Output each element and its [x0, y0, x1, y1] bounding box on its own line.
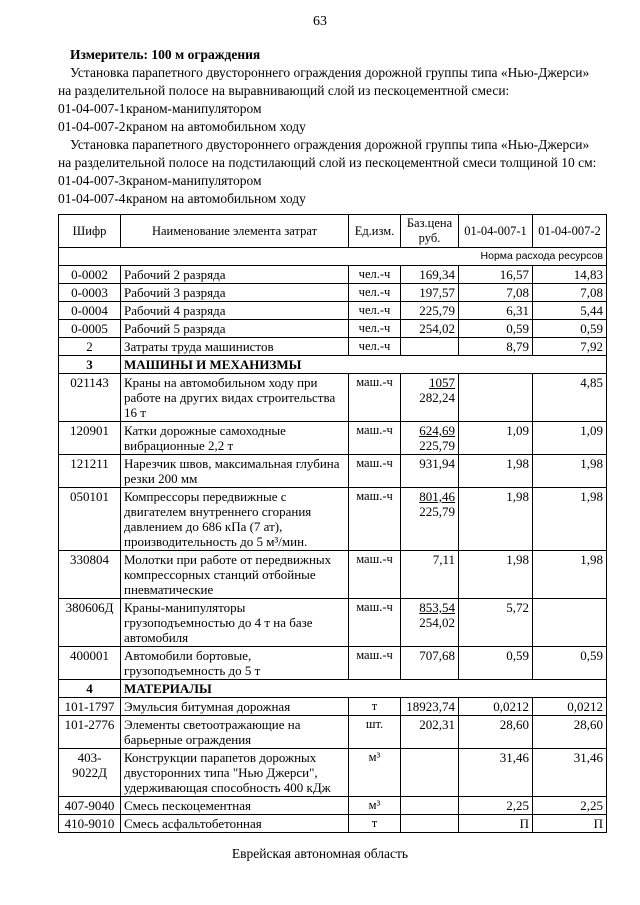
row-unit: маш.-ч	[349, 374, 401, 422]
price-current: 624,69	[419, 423, 455, 438]
row-code: 2	[59, 338, 121, 356]
section-title: МАШИНЫ И МЕХАНИЗМЫ	[121, 356, 607, 374]
row-code: 021143	[59, 374, 121, 422]
row-code: 101-2776	[59, 716, 121, 749]
footer-region: Еврейская автономная область	[231, 846, 409, 861]
row-code: 3	[59, 356, 121, 374]
row-price: 225,79	[401, 302, 459, 320]
row-code: 407-9040	[59, 797, 121, 815]
row-price: 7,11	[401, 551, 459, 599]
description-1: Установка парапетного двустороннего ограждения дорожной группы типа «Нью-Джерси» на разделительной полосе на выравнивающий слой из пескоцементной смеси:	[58, 65, 590, 98]
row-name: Смесь асфальтобетонная	[121, 815, 349, 833]
row-price: 18923,74	[401, 698, 459, 716]
table-row	[59, 422, 607, 455]
row-unit: чел.-ч	[349, 284, 401, 302]
code-text: краном на автомобильном ходу	[126, 191, 306, 206]
row-value-col1: 1,09	[459, 422, 533, 455]
row-value-col2: 5,44	[533, 302, 607, 320]
section-row	[59, 356, 607, 374]
row-name: Рабочий 4 разряда	[121, 302, 349, 320]
row-value-col2: 31,46	[533, 749, 607, 797]
table-row	[59, 551, 607, 599]
row-value-col2: 28,60	[533, 716, 607, 749]
row-name: Компрессоры передвижные с двигателем внутреннего сгорания давлением до 686 кПа (7 ат), производительность до 5 м³/мин.	[121, 488, 349, 551]
row-value-col2: 4,85	[533, 374, 607, 422]
row-code: 121211	[59, 455, 121, 488]
row-value-col1: 28,60	[459, 716, 533, 749]
row-price: 931,94	[401, 455, 459, 488]
code-id: 01-04-007-2	[58, 119, 126, 134]
table-row	[59, 698, 607, 716]
row-price: 202,31	[401, 716, 459, 749]
row-value-col2: 0,0212	[533, 698, 607, 716]
norma-label: Норма расхода ресурсов	[59, 248, 607, 266]
row-value-col2: 0,59	[533, 647, 607, 680]
code-line	[58, 172, 603, 190]
price-current: 801,46	[419, 489, 455, 504]
header-col2: 01-04-007-2	[533, 215, 607, 248]
row-value-col1: 7,08	[459, 284, 533, 302]
row-price	[401, 815, 459, 833]
row-price	[401, 374, 459, 422]
row-value-col2	[533, 599, 607, 647]
row-value-col1: 2,25	[459, 797, 533, 815]
row-unit: маш.-ч	[349, 455, 401, 488]
row-price: 197,57	[401, 284, 459, 302]
table-row	[59, 320, 607, 338]
table-row	[59, 374, 607, 422]
table-row	[59, 302, 607, 320]
header-unit: Ед.изм.	[349, 215, 401, 248]
row-price: 254,02	[401, 320, 459, 338]
table-row	[59, 455, 607, 488]
description-2: Установка парапетного двустороннего ограждения дорожной группы типа «Нью-Джерси» на разделительной полосе на подстилающий слой из пескоцементной смеси толщиной 10 см:	[58, 137, 597, 170]
page-number: 63	[313, 14, 327, 29]
row-code: 400001	[59, 647, 121, 680]
row-value-col1: 0,59	[459, 647, 533, 680]
row-unit: маш.-ч	[349, 422, 401, 455]
row-value-col1: 1,98	[459, 488, 533, 551]
row-name: Рабочий 3 разряда	[121, 284, 349, 302]
row-unit: чел.-ч	[349, 266, 401, 284]
row-value-col1: 6,31	[459, 302, 533, 320]
table-row	[59, 749, 607, 797]
row-price	[401, 797, 459, 815]
row-value-col2: 1,09	[533, 422, 607, 455]
code-text: краном-манипулятором	[126, 173, 262, 188]
row-value-col2: П	[533, 815, 607, 833]
row-value-col1: 5,72	[459, 599, 533, 647]
row-value-col2: 1,98	[533, 455, 607, 488]
header-name: Наименование элемента затрат	[121, 215, 349, 248]
row-price	[401, 338, 459, 356]
row-unit: м³	[349, 749, 401, 797]
price-wage: 225,79	[419, 504, 455, 519]
code-text: краном-манипулятором	[126, 101, 262, 116]
table-row	[59, 716, 607, 749]
table-body	[59, 248, 607, 833]
norma-row	[59, 248, 607, 266]
table-row	[59, 815, 607, 833]
row-price: 707,68	[401, 647, 459, 680]
price-current: 853,54	[419, 600, 455, 615]
row-code: 0-0005	[59, 320, 121, 338]
table-row	[59, 338, 607, 356]
table-row	[59, 647, 607, 680]
row-name: Смесь пескоцементная	[121, 797, 349, 815]
row-value-col1: 1,98	[459, 455, 533, 488]
code-id: 01-04-007-3	[58, 173, 126, 188]
section-row	[59, 680, 607, 698]
row-value-col2: 7,08	[533, 284, 607, 302]
row-code: 101-1797	[59, 698, 121, 716]
code-id: 01-04-007-4	[58, 191, 126, 206]
row-code: 120901	[59, 422, 121, 455]
code-id: 01-04-007-1	[58, 101, 126, 116]
row-unit: чел.-ч	[349, 338, 401, 356]
row-unit: т	[349, 815, 401, 833]
row-code: 050101	[59, 488, 121, 551]
row-name: Элементы светоотражающие на барьерные ограждения	[121, 716, 349, 749]
row-name: Конструкции парапетов дорожных двусторонних типа "Нью Джерси", удерживающая способность 400 кДж	[121, 749, 349, 797]
row-value-col1: П	[459, 815, 533, 833]
row-value-col2: 0,59	[533, 320, 607, 338]
row-code: 0-0004	[59, 302, 121, 320]
meter-heading: Измеритель: 100 м ограждения	[70, 47, 261, 62]
row-code: 0-0002	[59, 266, 121, 284]
row-unit: маш.-ч	[349, 647, 401, 680]
row-name: Краны на автомобильном ходу при работе на других видах строительства 16 т	[121, 374, 349, 422]
price-wage: 282,24	[419, 390, 455, 405]
row-value-col2: 14,83	[533, 266, 607, 284]
intro-block	[58, 46, 603, 208]
row-unit: маш.-ч	[349, 551, 401, 599]
row-unit: шт.	[349, 716, 401, 749]
code-text: краном на автомобильном ходу	[126, 119, 306, 134]
row-value-col1: 16,57	[459, 266, 533, 284]
header-code: Шифр	[59, 215, 121, 248]
row-price	[401, 599, 459, 647]
row-code: 4	[59, 680, 121, 698]
row-price	[401, 422, 459, 455]
row-price	[401, 749, 459, 797]
code-line	[58, 190, 603, 208]
row-name: Нарезчик швов, максимальная глубина резки 200 мм	[121, 455, 349, 488]
row-code: 0-0003	[59, 284, 121, 302]
row-name: Эмульсия битумная дорожная	[121, 698, 349, 716]
table-row	[59, 488, 607, 551]
row-unit: чел.-ч	[349, 320, 401, 338]
row-name: Рабочий 2 разряда	[121, 266, 349, 284]
row-unit: маш.-ч	[349, 488, 401, 551]
price-wage: 225,79	[419, 438, 455, 453]
row-value-col1	[459, 374, 533, 422]
row-value-col1: 0,0212	[459, 698, 533, 716]
row-unit: маш.-ч	[349, 599, 401, 647]
section-title: МАТЕРИАЛЫ	[121, 680, 607, 698]
row-name: Рабочий 5 разряда	[121, 320, 349, 338]
resources-table	[58, 214, 607, 833]
row-value-col2: 2,25	[533, 797, 607, 815]
row-name: Затраты труда машинистов	[121, 338, 349, 356]
row-value-col2: 1,98	[533, 551, 607, 599]
row-value-col1: 1,98	[459, 551, 533, 599]
row-code: 410-9010	[59, 815, 121, 833]
header-col1: 01-04-007-1	[459, 215, 533, 248]
row-name: Катки дорожные самоходные вибрационные 2,2 т	[121, 422, 349, 455]
row-unit: т	[349, 698, 401, 716]
row-value-col2: 7,92	[533, 338, 607, 356]
row-name: Молотки при работе от передвижных компрессорных станций отбойные пневматические	[121, 551, 349, 599]
price-current: 1057	[429, 375, 455, 390]
row-value-col1: 8,79	[459, 338, 533, 356]
table-header-row	[59, 215, 607, 248]
row-value-col2: 1,98	[533, 488, 607, 551]
row-value-col1: 31,46	[459, 749, 533, 797]
row-unit: чел.-ч	[349, 302, 401, 320]
code-line	[58, 100, 603, 118]
table-row	[59, 599, 607, 647]
row-value-col1: 0,59	[459, 320, 533, 338]
row-code: 403-9022Д	[59, 749, 121, 797]
table-row	[59, 266, 607, 284]
table-row	[59, 797, 607, 815]
row-code: 330804	[59, 551, 121, 599]
row-name: Краны-манипуляторы грузоподъемностью до 4 т на базе автомобиля	[121, 599, 349, 647]
row-name: Автомобили бортовые, грузоподъемность до 5 т	[121, 647, 349, 680]
price-wage: 254,02	[419, 615, 455, 630]
row-unit: м³	[349, 797, 401, 815]
header-price: Баз.цена руб.	[401, 215, 459, 248]
row-code: 380606Д	[59, 599, 121, 647]
table-row	[59, 284, 607, 302]
code-line	[58, 118, 603, 136]
row-price: 169,34	[401, 266, 459, 284]
row-price	[401, 488, 459, 551]
